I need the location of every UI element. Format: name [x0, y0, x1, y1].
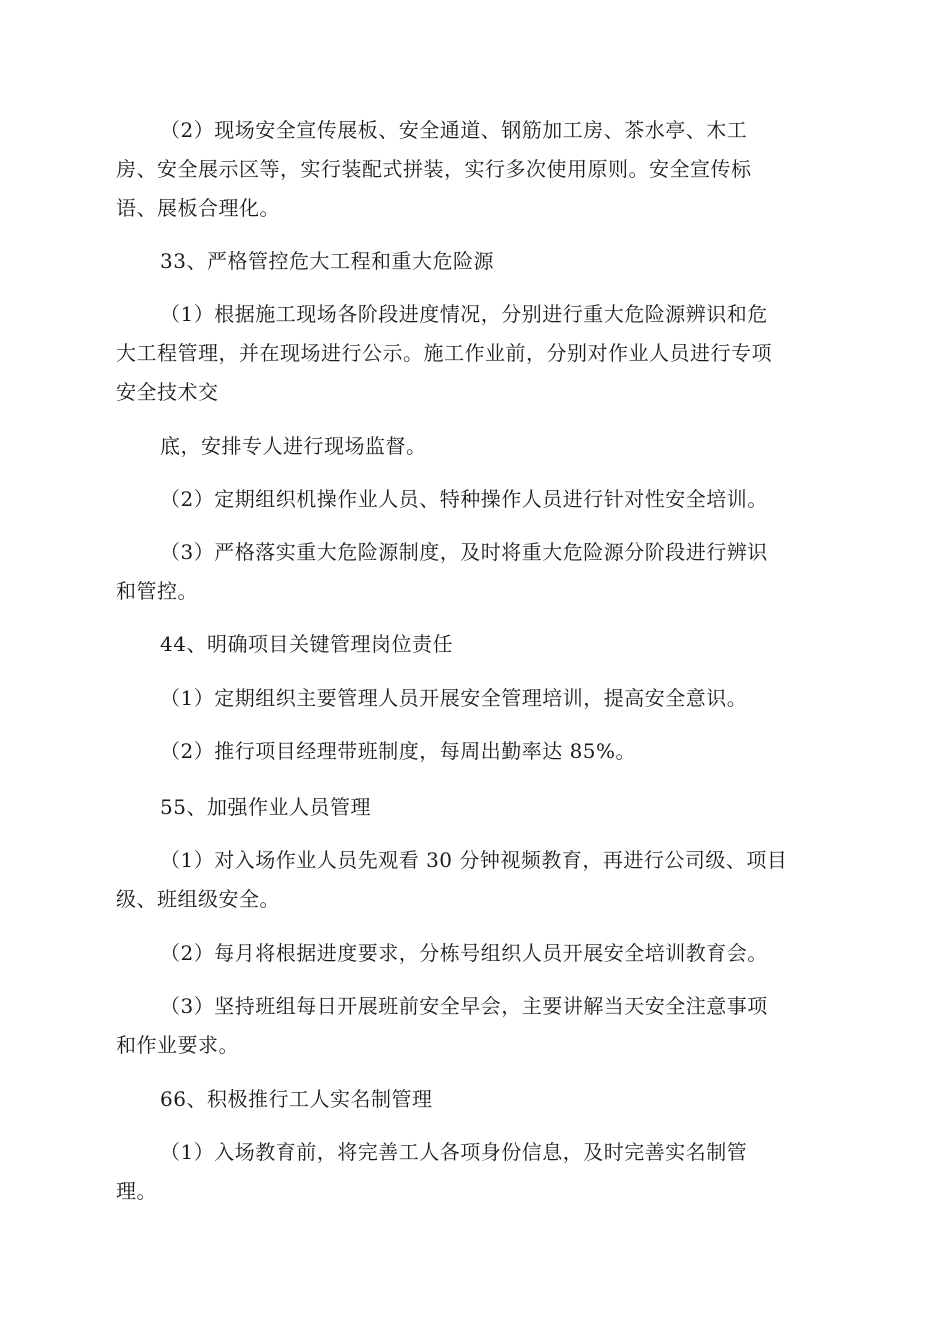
paragraph-line: 底，安排专人进行现场监督。: [160, 434, 427, 458]
paragraph-line: 大工程管理，并在现场进行公示。施工作业前，分别对作业人员进行专项: [116, 341, 772, 365]
paragraph-line: （3）坚持班组每日开展班前安全早会，主要讲解当天安全注意事项: [160, 994, 768, 1018]
paragraph-line: （2）定期组织机操作业人员、特种操作人员进行针对性安全培训。: [160, 487, 768, 511]
paragraph-line: 和作业要求。: [116, 1033, 239, 1057]
paragraph-line: （2）每月将根据进度要求，分栋号组织人员开展安全培训教育会。: [160, 941, 768, 965]
paragraph-line: 房、安全展示区等，实行装配式拼装，实行多次使用原则。安全宣传标: [116, 157, 752, 181]
paragraph-line: 语、展板合理化。: [116, 196, 280, 220]
paragraph-line: （1）定期组织主要管理人员开展安全管理培训，提高安全意识。: [160, 686, 748, 710]
paragraph-line: （3）严格落实重大危险源制度，及时将重大危险源分阶段进行辨识: [160, 540, 768, 564]
section-heading: 55、加强作业人员管理: [160, 795, 371, 819]
paragraph-line: 安全技术交: [116, 380, 219, 404]
paragraph-line: （2）推行项目经理带班制度，每周出勤率达 85%。: [160, 739, 637, 763]
paragraph-line: （2）现场安全宣传展板、安全通道、钢筋加工房、茶水亭、木工: [160, 118, 748, 142]
paragraph-line: 理。: [116, 1179, 157, 1203]
section-heading: 44、明确项目关键管理岗位责任: [160, 632, 453, 656]
paragraph-line: 和管控。: [116, 579, 198, 603]
paragraph-line: （1）根据施工现场各阶段进度情况，分别进行重大危险源辨识和危: [160, 302, 768, 326]
section-heading: 66、积极推行工人实名制管理: [160, 1087, 433, 1111]
paragraph-line: 级、班组级安全。: [116, 887, 280, 911]
section-heading: 33、严格管控危大工程和重大危险源: [160, 249, 494, 273]
paragraph-line: （1）对入场作业人员先观看 30 分钟视频教育，再进行公司级、项目: [160, 848, 788, 872]
paragraph-line: （1）入场教育前，将完善工人各项身份信息，及时完善实名制管: [160, 1140, 748, 1164]
